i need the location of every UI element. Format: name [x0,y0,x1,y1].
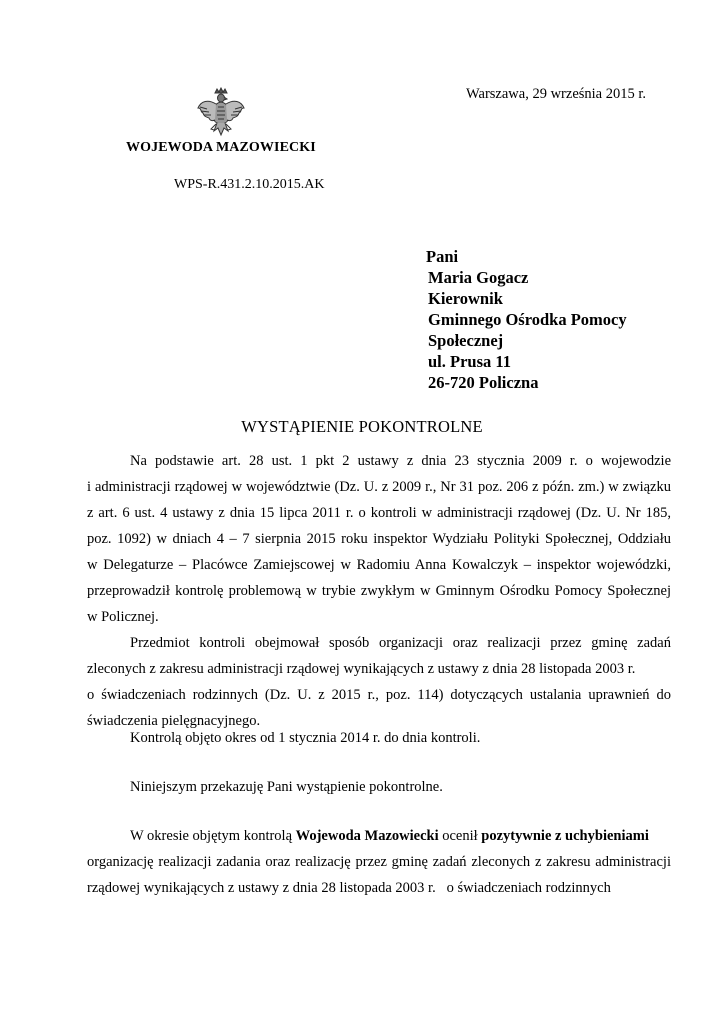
text-line: świadczenia pielęgnacyjnego. [87,713,261,729]
recipient-line: Kierownik [428,289,503,308]
recipient-line: ul. Prusa 11 [428,352,511,371]
document-title: WYSTĄPIENIE POKONTROLNE [241,417,483,436]
reference-number: WPS-R.431.2.10.2015.AK [174,177,325,192]
text-line: i administracji rządowej w województwie (Dz. U. z 2009 r., Nr 31 poz. 206 z późn. zm.) w związku [87,479,671,495]
text-line [87,823,671,849]
text-line: organizację realizacji zadania oraz realizację przez gminę zadań zleconych z zakresu administracji [87,854,671,870]
text-line: zleconych z zakresu administracji rządowej wynikających z ustawy z dnia 28 listopada 2003 r. [87,661,636,677]
text-line: Przedmiot kontroli obejmował sposób organizacji oraz realizacji przez gminę zadań [130,635,671,651]
assessment-text: ocenił [442,828,478,844]
recipient-line: Społecznej [428,331,504,350]
recipient-line: Pani [426,247,459,266]
recipient-address [428,246,627,393]
paragraph-assessment [87,823,671,901]
polish-eagle-emblem-icon [196,87,246,139]
text-line: w Policznej. [87,609,159,625]
text-line: poz. 1092) w dniach 4 – 7 sierpnia 2015 roku inspektor Wydziału Polityki Społecznej, Oddziału [87,531,671,547]
text-line: z art. 6 ust. 4 ustawy z dnia 15 lipca 2011 r. o kontroli w administracji rządowej (Dz. U. Nr 185, [87,505,671,521]
paragraph-transmittal [87,774,671,800]
assessment-result: pozytywnie z uchybieniami [481,828,649,844]
recipient-line: Maria Gogacz [428,268,529,287]
text-line: przeprowadził kontrolę problemową w trybie zwykłym w Gminnym Ośrodku Pomocy Społecznej [87,583,671,599]
text-line: o świadczeniach rodzinnych (Dz. U. z 2015 r., poz. 114) dotyczących ustalania uprawnień do [87,687,671,703]
text-line: Niniejszym przekazuję Pani wystąpienie pokontrolne. [130,779,443,795]
assessment-text: W okresie objętym kontrolą [130,828,293,844]
text-line: Na podstawie art. 28 ust. 1 pkt 2 ustawy z dnia 23 stycznia 2009 r. o wojewodzie [130,453,671,469]
paragraph-control-subject [87,630,671,734]
letter-date: Warszawa, 29 września 2015 r. [466,86,647,102]
recipient-line: 26-720 Policzna [428,373,539,392]
assessment-authority: Wojewoda Mazowiecki [295,828,439,844]
recipient-line: Gminnego Ośrodka Pomocy [428,310,627,329]
text-line: w Delegaturze – Placówce Zamiejscowej w Radomiu Anna Kowalczyk – inspektor wojewódzki, [87,557,671,573]
issuing-authority: WOJEWODA MAZOWIECKI [126,140,316,155]
paragraph-control-period [87,725,671,751]
text-line: Kontrolą objęto okres od 1 stycznia 2014 r. do dnia kontroli. [130,730,481,746]
paragraph-legal-basis [87,448,671,630]
text-line: rządowej wynikających z ustawy z dnia 28 listopada 2003 r. o świadczeniach rodzinnych [87,880,611,896]
